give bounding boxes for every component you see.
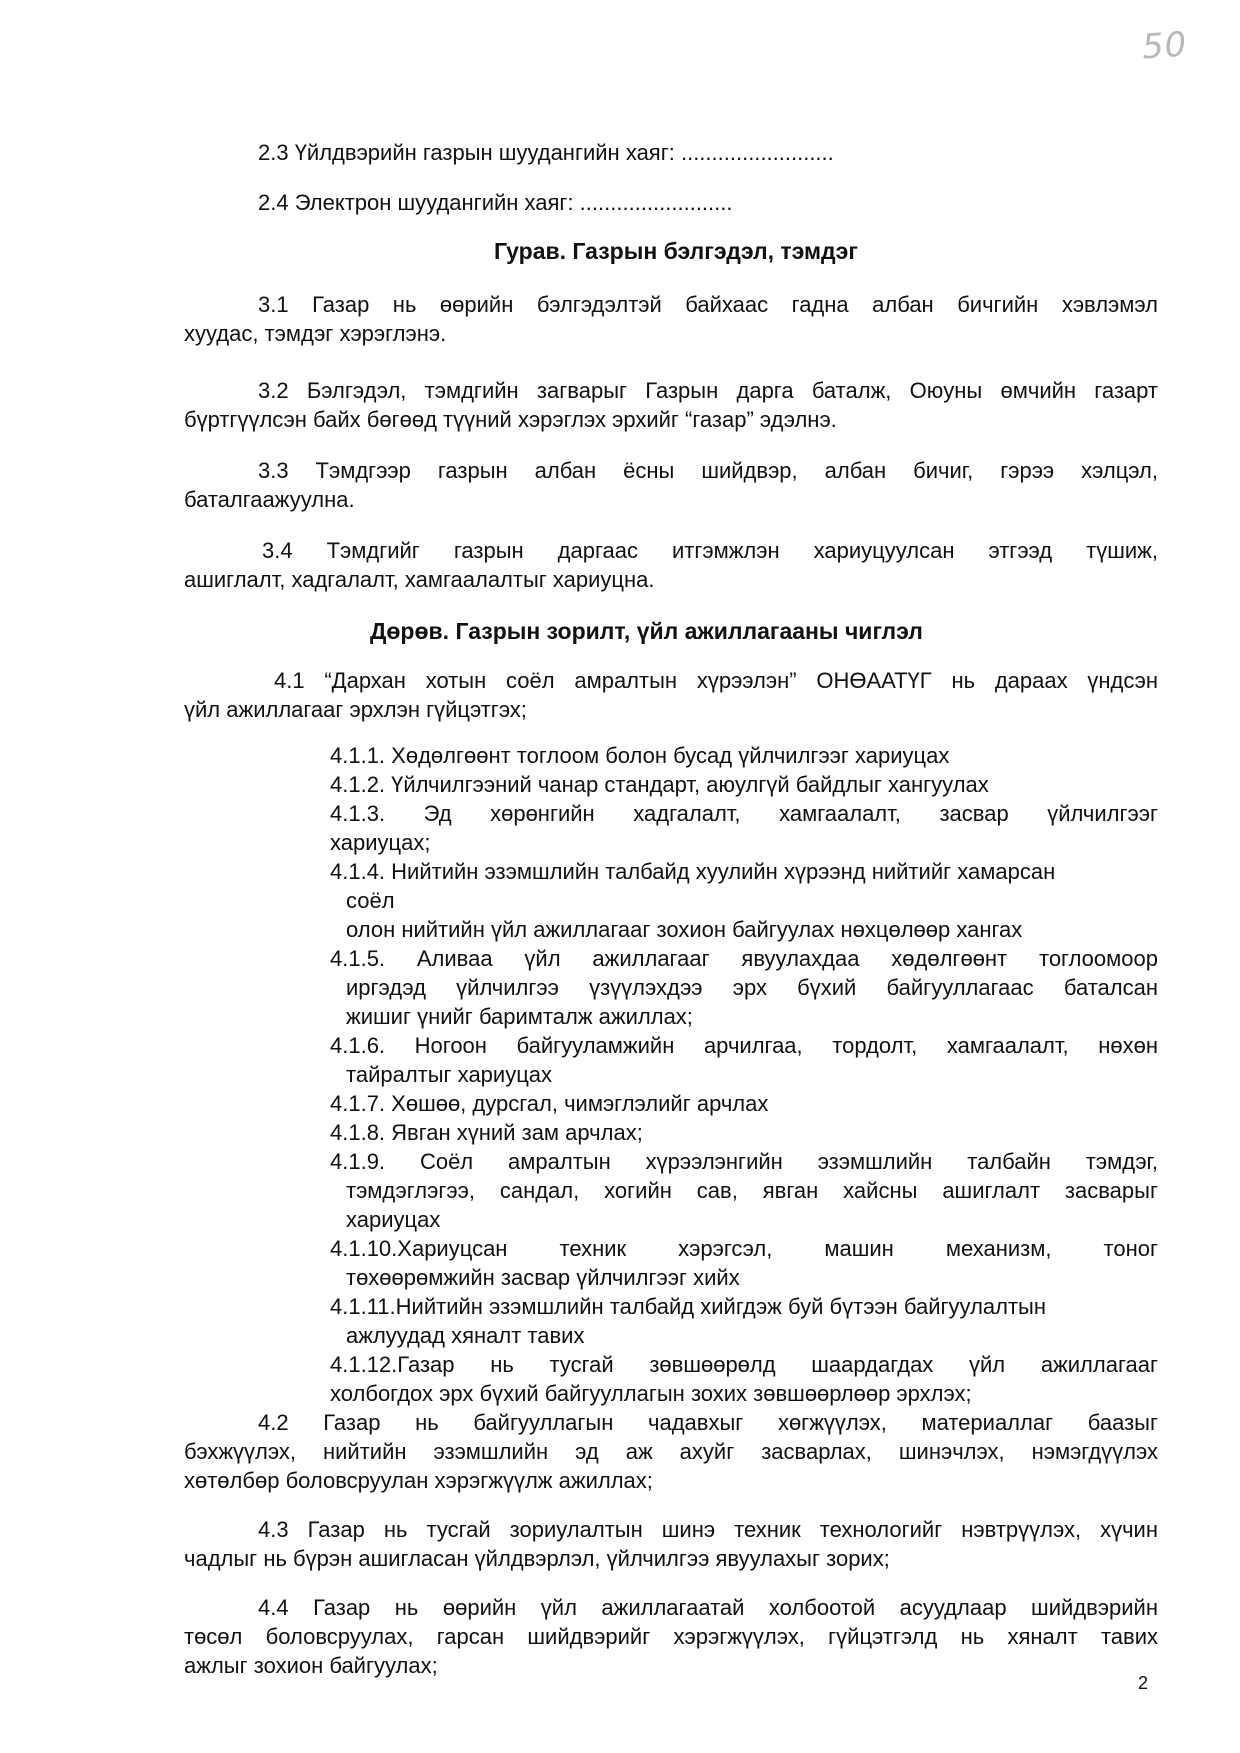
list-item-4-1-9-line2: тэмдэглэгээ, сандал, хогийн сав, явган хайсны ашиглалт засварыг xyxy=(346,1178,1158,1203)
section-4-2-line1: 4.2 Газар нь байгууллагын чадавхыг хөгжүүлэх, материаллаг баазыг xyxy=(258,1410,1158,1435)
section-3-2-line1: 3.2 Бэлгэдэл, тэмдгийн загварыг Газрын дарга баталж, Оюуны өмчийн газарт xyxy=(258,378,1158,403)
list-item-4-1-3-line2: хариуцах; xyxy=(330,830,431,855)
section-4-2-line2: бэхжүүлэх, нийтийн эзэмшлийн эд аж ахуйг засварлах, шинэчлэх, нэмэгдүүлэх xyxy=(184,1439,1158,1464)
list-item-4-1-3-line1: 4.1.3. Эд хөрөнгийн хадгалалт, хамгаалалт, засвар үйлчилгээг xyxy=(330,801,1158,826)
page-number: 2 xyxy=(1138,1673,1149,1693)
section-3-3-line2: баталгаажуулна. xyxy=(184,487,355,512)
section-4-1-line1: 4.1 “Дархан хотын соёл амралтын хүрээлэн” ОНӨААТҮГ нь дараах үндсэн xyxy=(274,668,1158,693)
list-item-4-1-4-line1: 4.1.4. Нийтийн эзэмшлийн талбайд хуулийн хүрээнд нийтийг хамарсан xyxy=(330,859,1056,884)
section-4-4-line1: 4.4 Газар нь өөрийн үйл ажиллагаатай холбоотой асуудлаар шийдвэрийн xyxy=(258,1595,1158,1620)
section-3-4-line1: 3.4 Тэмдгийг газрын даргаас итгэмжлэн хариуцуулсан этгээд түшиж, xyxy=(262,538,1158,563)
section-4-1-line2: үйл ажиллагааг эрхлэн гүйцэтгэх; xyxy=(184,697,527,722)
list-item-4-1-4-line3: олон нийтийн үйл ажиллагааг зохион байгуулах нөхцөлөөр хангах xyxy=(346,917,1023,942)
list-item-4-1-10-line2: төхөөрөмжийн засвар үйлчилгээг хийх xyxy=(346,1265,740,1290)
list-item-4-1-5-line3: жишиг үнийг баримталж ажиллах; xyxy=(346,1004,693,1029)
list-item-4-1-11-line1: 4.1.11.Нийтийн эзэмшлийн талбайд хийгдэж буй бүтээн байгуулалтын xyxy=(330,1294,1047,1319)
section-3-4-line2: ашиглалт, хадгалалт, хамгаалалтыг хариуцна. xyxy=(184,567,655,592)
list-item-4-1-6-line2: тайралтыг хариуцах xyxy=(346,1062,553,1087)
list-item-4-1-8: 4.1.8. Явган хүний зам арчлах; xyxy=(330,1120,643,1145)
section-3-1-line1: 3.1 Газар нь өөрийн бэлгэдэлтэй байхаас гадна албан бичгийн хэвлэмэл xyxy=(258,292,1158,317)
section-4-2-line3: хөтөлбөр боловсруулан хэрэгжүүлж ажиллах; xyxy=(184,1468,653,1493)
list-item-4-1-6-line1: 4.1.6. Ногоон байгууламжийн арчилгаа, тордолт, хамгаалалт, нөхөн xyxy=(330,1033,1158,1058)
list-item-4-1-5-line1: 4.1.5. Аливаа үйл ажиллагааг явуулахдаа хөдөлгөөнт тоглоомоор xyxy=(330,946,1158,971)
list-item-4-1-1: 4.1.1. Хөдөлгөөнт тоглоом болон бусад үйлчилгээг хариуцах xyxy=(330,743,950,768)
list-item-4-1-12-line2: холбогдох эрх бүхий байгууллагын зохих зөвшөөрлөөр эрхлэх; xyxy=(330,1381,972,1406)
list-item-4-1-7: 4.1.7. Хөшөө, дурсгал, чимэглэлийг арчлах xyxy=(330,1091,769,1116)
section-3-1-line2: хуудас, тэмдэг хэрэглэнэ. xyxy=(184,321,447,346)
section-4-4-line2: төсөл боловсруулах, гарсан шийдвэрийг хэрэгжүүлэх, гүйцэтгэлд нь хяналт тавих xyxy=(184,1624,1158,1649)
section-4-4-line3: ажлыг зохион байгуулах; xyxy=(184,1653,438,1678)
list-item-4-1-10-line1: 4.1.10.Хариуцсан техник хэрэгсэл, машин механизм, тоног xyxy=(330,1236,1158,1261)
list-item-4-1-9-line1: 4.1.9. Соёл амралтын хүрээлэнгийн эзэмшлийн талбайн тэмдэг, xyxy=(330,1149,1158,1174)
heading-section-3: Гурав. Газрын бэлгэдэл, тэмдэг xyxy=(494,238,858,264)
section-3-3-line1: 3.3 Тэмдгээр газрын албан ёсны шийдвэр, албан бичиг, гэрээ хэлцэл, xyxy=(258,458,1158,483)
list-item-4-1-4-line2: соёл xyxy=(346,888,395,913)
section-3-2-line2: бүртгүүлсэн байх бөгөөд түүний хэрэглэх эрхийг “газар” эдэлнэ. xyxy=(184,407,837,432)
section-2-4: 2.4 Электрон шуудангийн хаяг: ......................... xyxy=(258,190,733,215)
section-2-3: 2.3 Үйлдвэрийн газрын шуудангийн хаяг: ......................... xyxy=(258,140,834,165)
section-4-3-line1: 4.3 Газар нь тусгай зориулалтын шинэ техник технологийг нэвтрүүлэх, хүчин xyxy=(258,1517,1158,1542)
list-item-4-1-9-line3: хариуцах xyxy=(346,1207,441,1232)
list-item-4-1-2: 4.1.2. Үйлчилгээний чанар стандарт, аюулгүй байдлыг хангуулах xyxy=(330,772,989,797)
handwritten-page-number: 50 xyxy=(1140,24,1189,68)
list-item-4-1-5-line2: иргэдэд үйлчилгээ үзүүлэхдээ эрх бүхий байгууллагаас баталсан xyxy=(346,975,1158,1000)
heading-section-4: Дөрөв. Газрын зорилт, үйл ажиллагааны чиглэл xyxy=(370,618,923,644)
list-item-4-1-11-line2: ажлуудад хяналт тавих xyxy=(346,1323,585,1348)
list-item-4-1-12-line1: 4.1.12.Газар нь тусгай зөвшөөрөлд шаардагдах үйл ажиллагааг xyxy=(330,1352,1158,1377)
section-4-3-line2: чадлыг нь бүрэн ашигласан үйлдвэрлэл, үйлчилгээ явуулахыг зорих; xyxy=(184,1546,890,1571)
